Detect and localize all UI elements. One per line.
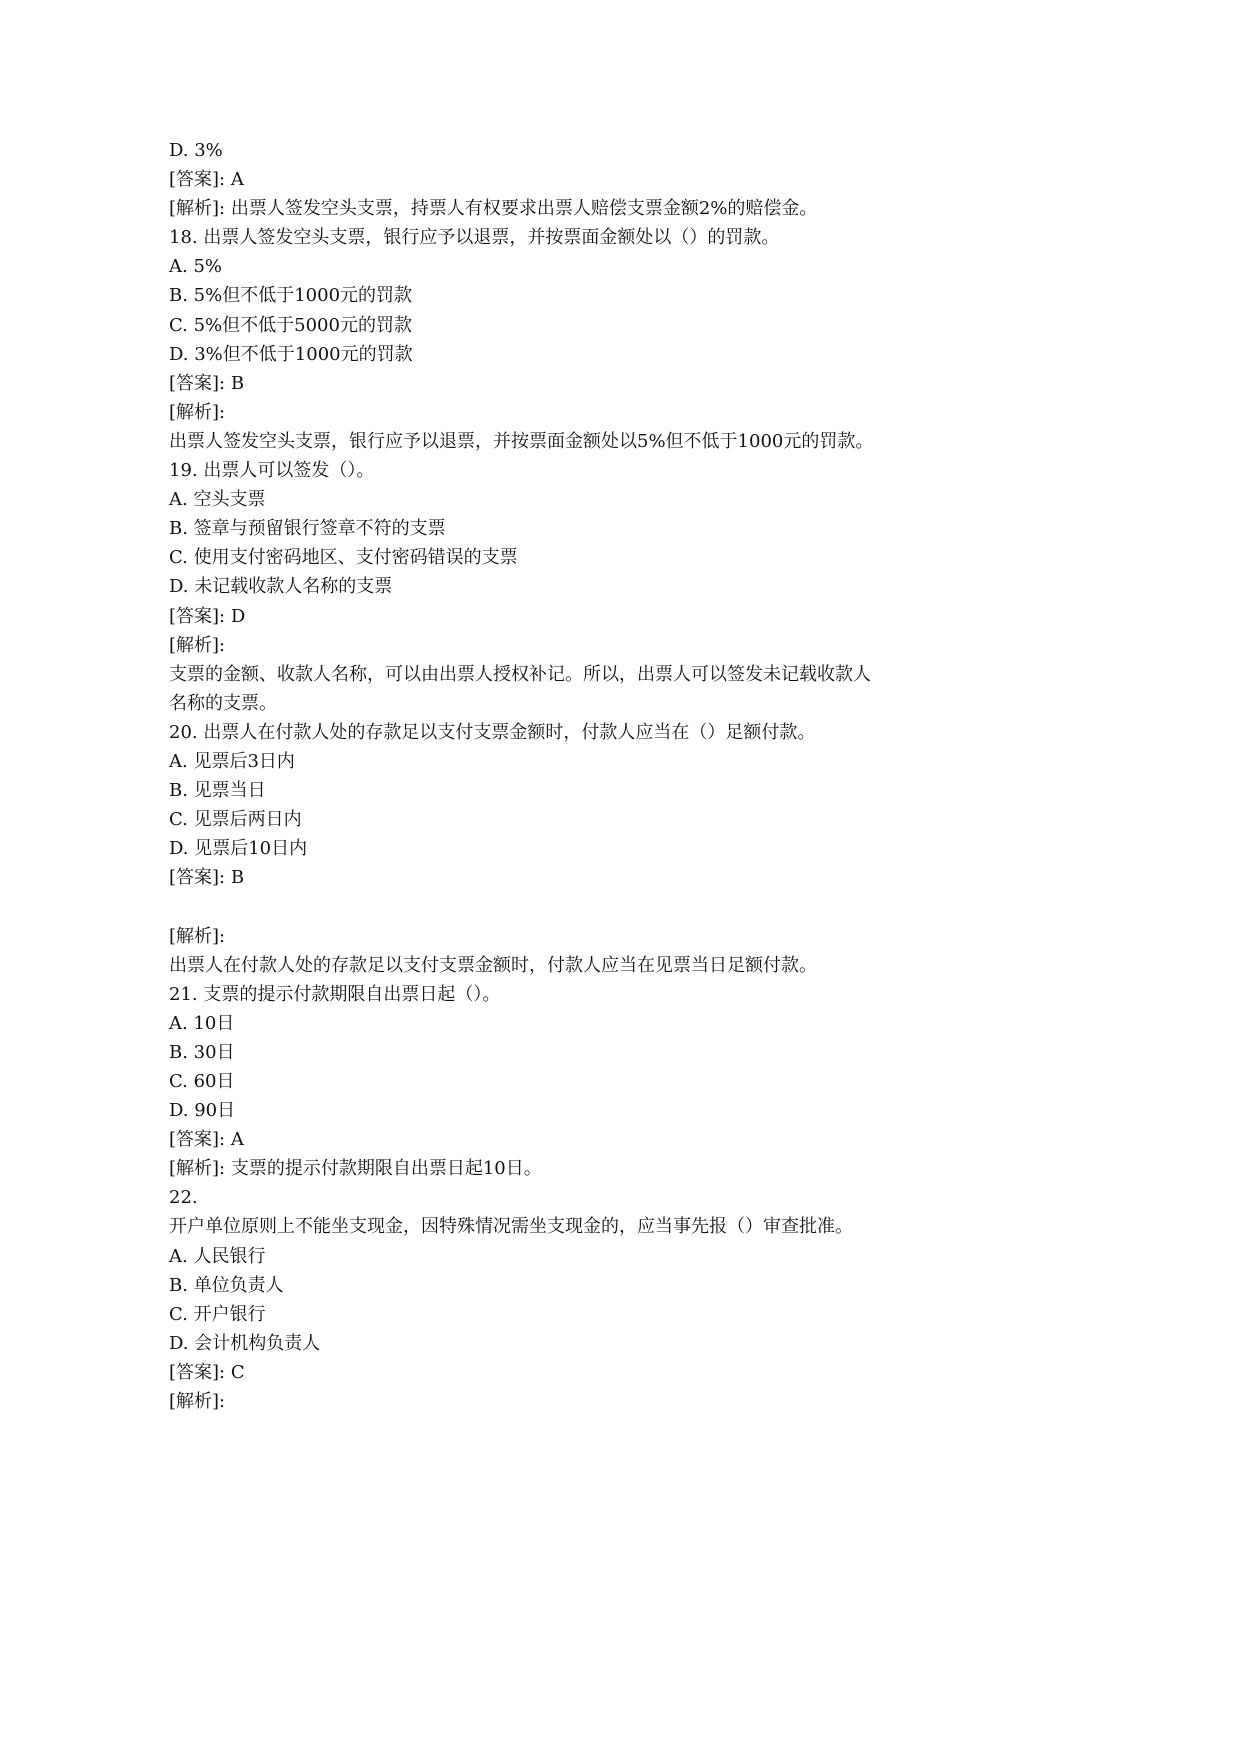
- option-b-line: B. 单位负责人: [169, 1274, 284, 1296]
- answer-line: [答案]: C: [169, 1361, 245, 1383]
- option-c-line: C. 见票后两日内: [169, 809, 302, 831]
- answer-line: [答案]: A: [169, 1129, 244, 1151]
- explanation-label: [解析]:: [169, 925, 226, 947]
- explanation-label: [解析]:: [169, 634, 226, 656]
- option-a-line: A. 5%: [169, 256, 222, 278]
- option-b-line: B. 签章与预留银行签章不符的支票: [169, 518, 446, 540]
- option-c-line: C. 60日: [169, 1071, 235, 1092]
- option-a-line: A. 10日: [169, 1012, 235, 1034]
- option-d-line: D. 会计机构负责人: [169, 1332, 321, 1354]
- explanation-line: [解析]: 支票的提示付款期限自出票日起10日。: [169, 1158, 542, 1180]
- question-18: 18. 出票人签发空头支票，银行应予以退票，并按票面金额处以（）的罚款。: [169, 227, 780, 249]
- option-a-line: A. 空头支票: [169, 489, 266, 511]
- question-22-text: 开户单位原则上不能坐支现金，因特殊情况需坐支现金的，应当事先报（）审查批准。: [169, 1216, 853, 1238]
- explanation-text: 出票人在付款人处的存款足以支付支票金额时，付款人应当在见票当日足额付款。: [169, 954, 817, 976]
- answer-line: [答案]: B: [169, 372, 245, 394]
- option-d-line: D. 3%但不低于1000元的罚款: [169, 343, 413, 365]
- answer-line: [答案]: B: [169, 867, 245, 889]
- option-d-line: D. 3%: [169, 140, 223, 161]
- answer-line: [答案]: D: [169, 605, 246, 627]
- explanation-label: [解析]:: [169, 401, 226, 423]
- option-d-line: D. 90日: [169, 1100, 236, 1122]
- option-b-line: B. 5%但不低于1000元的罚款: [169, 285, 413, 307]
- explanation-label: [解析]:: [169, 1391, 226, 1413]
- option-d-line: D. 见票后10日内: [169, 838, 308, 860]
- document-page: [169, 136, 969, 1416]
- explanation-text: 支票的金额、收款人名称，可以由出票人授权补记。所以，出票人可以签发未记载收款人: [169, 663, 871, 685]
- explanation-text-continued: 名称的支票。: [169, 692, 277, 714]
- explanation-text: 出票人签发空头支票，银行应予以退票，并按票面金额处以5%但不低于1000元的罚款。: [169, 430, 874, 452]
- question-21: 21. 支票的提示付款期限自出票日起（）。: [169, 983, 501, 1005]
- explanation-line: [解析]: 出票人签发空头支票，持票人有权要求出票人赔偿支票金额2%的赔偿金。: [169, 198, 818, 220]
- option-c-line: C. 开户银行: [169, 1303, 266, 1325]
- option-c-line: C. 使用支付密码地区、支付密码错误的支票: [169, 547, 518, 569]
- question-20: 20. 出票人在付款人处的存款足以支付支票金额时，付款人应当在（）足额付款。: [169, 721, 816, 743]
- question-19: 19. 出票人可以签发（）。: [169, 460, 375, 482]
- option-d-line: D. 未记载收款人名称的支票: [169, 576, 393, 598]
- answer-line: [答案]: A: [169, 169, 244, 191]
- option-a-line: A. 人民银行: [169, 1245, 266, 1267]
- option-b-line: B. 见票当日: [169, 780, 266, 802]
- question-22-number: 22.: [169, 1187, 198, 1209]
- option-b-line: B. 30日: [169, 1041, 235, 1063]
- option-c-line: C. 5%但不低于5000元的罚款: [169, 314, 412, 336]
- blank-line: [169, 892, 969, 921]
- option-a-line: A. 见票后3日内: [169, 750, 295, 772]
